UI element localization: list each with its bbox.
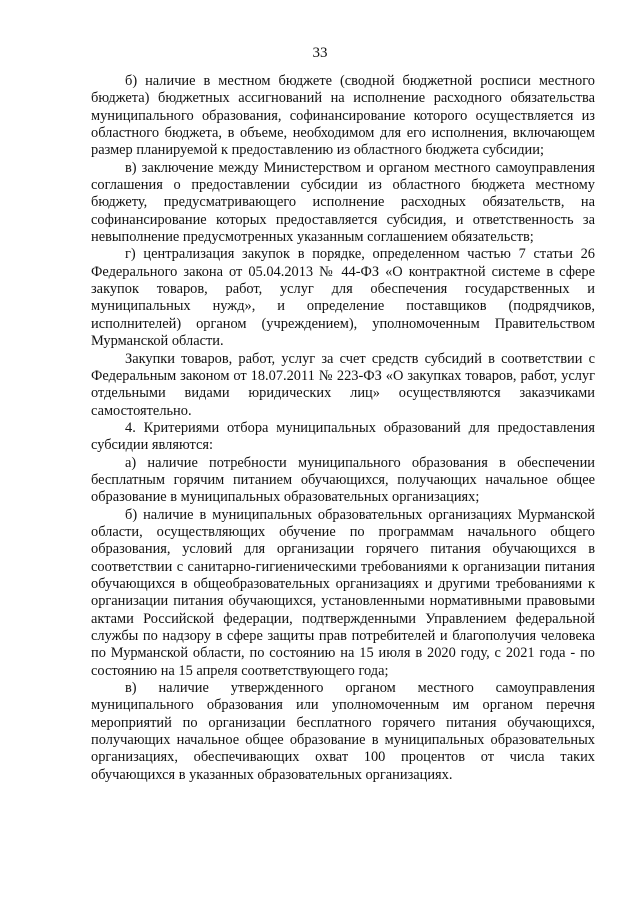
paragraph-b-local-budget: б) наличие в местном бюджете (сводной бюджетной росписи местного бюджета) бюджетных ассигнований на исполнение расходного обязательства муниципального образования, софинансирование которого осуществляется из областного бюджета, в объеме, необходимом для его исполнения, включающем размер планируемой к предоставлению из областного бюджета субсидии;: [91, 73, 595, 159]
paragraph-g-procurement: г) централизация закупок в порядке, определенном частью 7 статьи 26 Федерального закона от 05.04.2013 № 44-ФЗ «О контрактной системе в сфере закупок товаров, работ, услуг для обеспечения государственных и муниципальных нужд», и определение поставщиков (подрядчиков, исполнителей) органом (учреждением), уполномоченным Правительством Мурманской области.: [91, 246, 595, 350]
paragraph-4-criteria: 4. Критериями отбора муниципальных образований для предоставления субсидии являются:: [91, 419, 595, 454]
paragraph-a-need: а) наличие потребности муниципального образования в обеспечении бесплатным горячим питанием обучающихся, получающих начальное общее образование в муниципальных образовательных организациях;: [91, 454, 595, 506]
paragraph-v-agreement: в) заключение между Министерством и органом местного самоуправления соглашения о предоставлении субсидии из областного бюджета местному бюджету, предусматривающего исполнение расходных обязательств, на софинансирование которых предоставляется субсидия, и ответственность за невыполнение предусмотренных указанным соглашением обязательств;: [91, 159, 595, 246]
paragraph-procurement-223fz: Закупки товаров, работ, услуг за счет средств субсидий в соответствии с Федеральным законом от 18.07.2011 № 223-ФЗ «О закупках товаров, работ, услуг отдельными видами юридических лиц» осуществляются заказчиками самостоятельно.: [91, 350, 595, 419]
paragraph-b-conditions: б) наличие в муниципальных образовательных организациях Мурманской области, осуществляющих обучение по программам начального общего образования, условий для организации горячего питания обучающихся в соответствии с санитарно-гигиеническими требованиями к организации питания обучающихся в общеобразовательных организациях и другими требованиями к организации питания обучающихся, установленными нормативными правовыми актами Российской федерации, подтвержденными Управлением федеральной службы по надзору в сфере защиты прав потребителей и благополучия человека по Мурманской области, по состоянию на 15 июля в 2020 году, с 2021 года - по состоянию на 15 апреля соответствующего года;: [91, 506, 595, 679]
paragraph-v-measures-list: в) наличие утвержденного органом местного самоуправления муниципального образования или уполномоченным им органом перечня мероприятий по организации бесплатного горячего питания обучающихся, получающих начальное общее образование в муниципальных образовательных организациях, обеспечивающих охват 100 процентов от числа таких обучающихся в указанных образовательных организациях.: [91, 680, 595, 783]
document-body: [91, 73, 595, 784]
page-number: 33: [312, 45, 328, 61]
